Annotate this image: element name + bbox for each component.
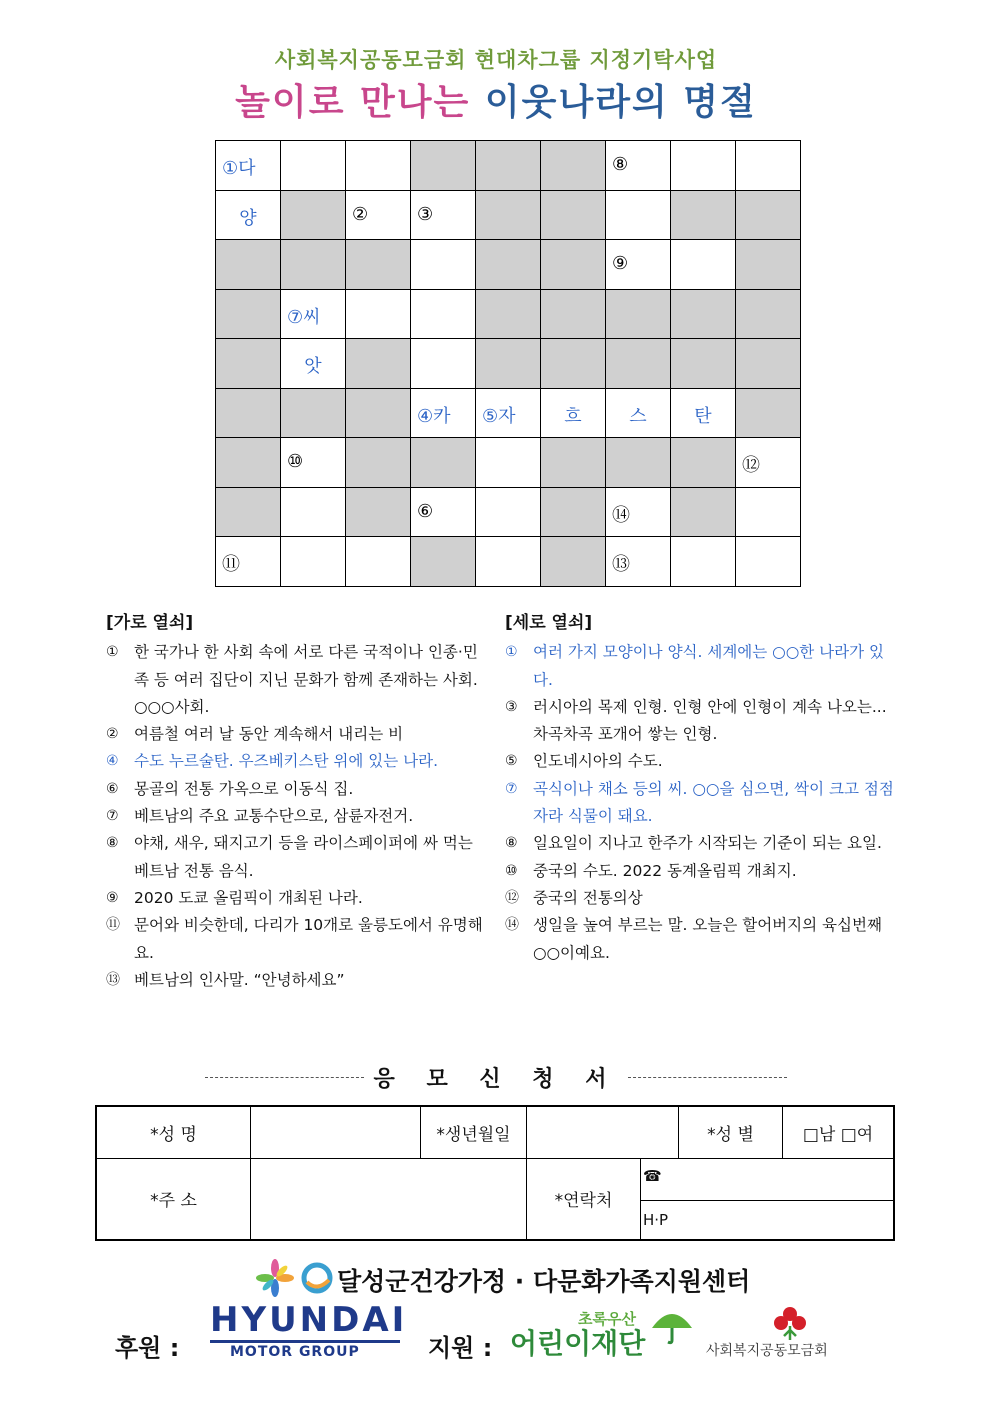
clue-number: ⑥ (417, 500, 434, 522)
clue-text: 러시아의 목제 인형. 인형 안에 인형이 계속 나오는...차곡차곡 포개어 쌓는 인형. (533, 697, 887, 744)
grid-cell-blocked (541, 141, 606, 191)
sponsor-label: 후원 : (115, 1334, 180, 1362)
clue-number: ⑨ (612, 253, 629, 274)
title-part2: 이웃나라의 명절 (484, 82, 757, 123)
grid-cell[interactable] (736, 537, 801, 587)
across-clues (106, 610, 486, 994)
clue-text: 한 국가나 한 사회 속에 서로 다른 국적이나 인종·민족 등 여러 집단이 지닌 문화가 함께 존재하는 사회. ○○○사회. (134, 643, 478, 716)
down-clues (505, 610, 895, 967)
grid-row (216, 190, 801, 240)
grid-cell-blocked (671, 289, 736, 339)
application-form (95, 1105, 895, 1241)
hp-label: H·P (643, 1211, 669, 1229)
clue-number: ⑬ (612, 554, 630, 575)
clue-number-with-letter: ⑤자 (482, 405, 516, 427)
grid-cell-blocked (606, 339, 671, 389)
grid-cell[interactable] (281, 487, 346, 537)
grid-cell-blocked (476, 141, 541, 191)
grid-cell[interactable] (411, 487, 476, 537)
grid-cell-blocked (281, 388, 346, 438)
clue-text: 중국의 수도. 2022 동계올림픽 개최지. (533, 861, 797, 880)
clue-number: ⑩ (287, 451, 304, 472)
grid-cell-blocked (346, 487, 411, 537)
grid-cell[interactable] (281, 141, 346, 191)
grid-letter: 스 (629, 405, 647, 427)
clue-text: 수도 누르술탄. 우즈베키스탄 위에 있는 나라. (134, 752, 439, 771)
grid-cell-blocked (476, 289, 541, 339)
green-umbrella-icon (648, 1306, 696, 1346)
grid-cell[interactable] (476, 537, 541, 587)
title-part1: 놀이로 만나는 (235, 82, 471, 123)
address-field[interactable] (251, 1158, 527, 1239)
birth-field[interactable] (527, 1107, 679, 1158)
name-label: *성 명 (97, 1107, 251, 1158)
grid-cell[interactable] (346, 289, 411, 339)
grid-cell-blocked (216, 388, 281, 438)
clue-text: 몽골의 전통 가옥으로 이동식 집. (134, 779, 354, 798)
grid-cell[interactable] (346, 141, 411, 191)
grid-cell[interactable] (476, 438, 541, 488)
childrens-foundation-text: 어린이재단 (510, 1327, 646, 1360)
gender-label: *성 별 (679, 1107, 783, 1158)
grid-cell[interactable] (411, 339, 476, 389)
grid-cell-blocked (671, 487, 736, 537)
grid-row (216, 537, 801, 587)
grid-cell[interactable] (476, 388, 541, 438)
phone-icon: ☎ (643, 1167, 662, 1185)
clue-number: ⑨ (106, 889, 119, 906)
hyundai-logo-bar (210, 1340, 400, 1343)
clue-number: ⑥ (106, 780, 119, 797)
grid-cell-blocked (216, 240, 281, 290)
grid-cell[interactable] (671, 141, 736, 191)
clue-number: ⑤ (505, 753, 518, 770)
grid-cell-blocked (541, 438, 606, 488)
grid-cell[interactable] (606, 190, 671, 240)
clue-number: ① (106, 644, 119, 661)
grid-cell-blocked (216, 438, 281, 488)
clue-number: ⑭ (505, 917, 519, 934)
clue-number: ③ (417, 203, 434, 225)
grid-row (216, 141, 801, 191)
name-field[interactable] (251, 1107, 421, 1158)
grid-cell-blocked (606, 438, 671, 488)
application-title (195, 1060, 797, 1094)
clue-text: 베트남의 주요 교통수단으로, 삼륜자전거. (134, 807, 414, 826)
dash-left (205, 1077, 364, 1078)
clue-number: ① (505, 644, 518, 661)
grid-cell-blocked (346, 339, 411, 389)
clue-item (106, 776, 486, 803)
clue-item (505, 748, 895, 775)
clue-number: ⑦ (505, 780, 518, 797)
grid-cell[interactable] (736, 141, 801, 191)
clue-item (106, 885, 486, 912)
grid-cell[interactable] (671, 537, 736, 587)
grid-cell[interactable] (216, 537, 281, 587)
clue-item (505, 912, 895, 967)
grid-cell[interactable] (411, 388, 476, 438)
clue-number: ③ (505, 698, 518, 715)
clue-item (106, 748, 486, 775)
clue-text: 일요일이 지나고 한주가 시작되는 기준이 되는 요일. (533, 834, 882, 853)
clue-number-with-letter: ④카 (417, 405, 451, 427)
gender-options[interactable]: □남 □여 (802, 1125, 874, 1145)
grid-cell-blocked (541, 190, 606, 240)
grid-cell-blocked (541, 240, 606, 290)
clue-number: ⑧ (106, 835, 119, 852)
clue-number: ⑬ (106, 971, 120, 988)
clue-item (505, 858, 895, 885)
grid-cell-blocked (671, 339, 736, 389)
grid-cell-blocked (216, 289, 281, 339)
grid-cell[interactable] (606, 487, 671, 537)
clue-number: ⑧ (505, 835, 518, 852)
fruit-logo-icon (770, 1306, 810, 1342)
clue-item (106, 721, 486, 748)
clue-item (106, 803, 486, 830)
grid-cell-blocked (736, 289, 801, 339)
hyundai-logo-text: HYUNDAI (210, 1300, 408, 1340)
down-heading: [세로 열쇠] (505, 613, 593, 633)
grid-cell-blocked (411, 141, 476, 191)
across-heading: [가로 열쇠] (106, 613, 194, 633)
clue-text: 베트남의 인사말. “안녕하세요” (134, 970, 345, 989)
address-label: *주 소 (97, 1158, 251, 1239)
grid-cell[interactable] (606, 141, 671, 191)
community-chest-text: 사회복지공동모금회 (706, 1343, 828, 1359)
grid-cell-blocked (476, 339, 541, 389)
grid-cell[interactable] (476, 487, 541, 537)
grid-cell[interactable] (281, 537, 346, 587)
birth-label: *생년월일 (421, 1107, 527, 1158)
support-label: 지원 : (428, 1334, 493, 1362)
grid-cell-blocked (411, 438, 476, 488)
grid-cell-blocked (541, 537, 606, 587)
clue-text: 야채, 새우, 돼지고기 등을 라이스페이퍼에 싸 먹는 베트남 전통 음식. (134, 834, 473, 880)
clue-number-with-letter: ①다 (222, 158, 256, 179)
grid-letter: 양 (239, 207, 257, 229)
application-title-text: 응 모 신 청 서 (373, 1066, 619, 1092)
flower-logo-icon (255, 1258, 335, 1298)
green-umbrella-text: 초록우산 (578, 1310, 636, 1328)
grid-cell[interactable] (281, 339, 346, 389)
grid-row (216, 487, 801, 537)
grid-cell[interactable] (671, 388, 736, 438)
clue-text: 2020 도쿄 올림픽이 개최된 나라. (134, 888, 363, 907)
clue-number: ⑩ (505, 862, 518, 879)
clue-item (505, 885, 895, 912)
clue-text: 생일을 높여 부르는 말. 오늘은 할어버지의 육십번째 ○○이예요. (533, 916, 882, 962)
crossword-grid (215, 140, 801, 587)
grid-cell-blocked (736, 388, 801, 438)
grid-cell[interactable] (736, 438, 801, 488)
grid-cell-blocked (216, 339, 281, 389)
grid-cell-blocked (346, 388, 411, 438)
clue-number: ⑪ (222, 554, 240, 575)
grid-cell-blocked (671, 438, 736, 488)
page-title (0, 74, 992, 125)
grid-cell[interactable] (346, 537, 411, 587)
dash-right (628, 1077, 787, 1078)
grid-cell[interactable] (216, 141, 281, 191)
grid-cell-blocked (736, 240, 801, 290)
grid-cell-blocked (541, 289, 606, 339)
clue-text: 여름철 여러 날 동안 계속해서 내리는 비 (134, 725, 404, 744)
clue-text: 곡식이나 채소 등의 씨. ○○을 심으면, 싹이 크고 점점 자라 식물이 돼요. (533, 779, 894, 826)
clue-number: ④ (106, 753, 119, 770)
grid-cell-blocked (606, 289, 671, 339)
grid-row (216, 388, 801, 438)
clue-number: ② (352, 203, 369, 225)
clue-number-with-letter: ⑦씨 (287, 306, 321, 328)
grid-cell[interactable] (671, 240, 736, 290)
clue-item (106, 912, 486, 967)
grid-cell-blocked (411, 537, 476, 587)
grid-cell[interactable] (606, 240, 671, 290)
clue-text: 인도네시아의 수도. (533, 752, 663, 771)
clue-item (505, 776, 895, 831)
grid-cell-blocked (281, 240, 346, 290)
grid-row (216, 339, 801, 389)
grid-row (216, 438, 801, 488)
grid-cell[interactable] (411, 289, 476, 339)
contact-label: *연락처 (527, 1158, 641, 1239)
subtitle: 사회복지공동모금회 현대차그룹 지정기탁사업 (274, 48, 718, 72)
grid-cell[interactable] (411, 190, 476, 240)
grid-cell-blocked (346, 438, 411, 488)
grid-cell-blocked (281, 190, 346, 240)
center-name: 달성군건강가정 · 다문화가족지원센터 (337, 1267, 751, 1296)
clue-number: ② (106, 726, 119, 743)
grid-cell-blocked (736, 339, 801, 389)
grid-cell-blocked (541, 339, 606, 389)
grid-cell[interactable] (736, 487, 801, 537)
grid-cell-blocked (476, 190, 541, 240)
grid-cell-blocked (736, 190, 801, 240)
clue-item (505, 830, 895, 857)
grid-letter: 흐 (564, 405, 582, 427)
grid-cell[interactable] (541, 388, 606, 438)
grid-row (216, 289, 801, 339)
clue-item (505, 639, 895, 694)
center-logo (255, 1258, 815, 1298)
grid-cell[interactable] (346, 190, 411, 240)
clue-item (106, 967, 486, 994)
clue-item (505, 694, 895, 749)
clue-item (106, 830, 486, 885)
clue-text: 문어와 비슷한데, 다리가 10개로 울릉도에서 유명해요. (134, 916, 483, 962)
grid-cell[interactable] (411, 240, 476, 290)
grid-cell[interactable] (606, 537, 671, 587)
grid-cell-blocked (671, 190, 736, 240)
clue-number: ⑧ (612, 154, 629, 175)
grid-cell-blocked (476, 240, 541, 290)
clue-number: ⑭ (612, 504, 630, 526)
grid-cell[interactable] (606, 388, 671, 438)
clue-text: 중국의 전통의상 (533, 888, 643, 907)
grid-letter: 탄 (694, 405, 712, 427)
grid-cell[interactable] (216, 190, 281, 240)
clue-number: ⑦ (106, 808, 119, 825)
grid-cell-blocked (216, 487, 281, 537)
grid-row (216, 240, 801, 290)
grid-cell-blocked (541, 487, 606, 537)
grid-cell-blocked (346, 240, 411, 290)
grid-cell[interactable] (281, 438, 346, 488)
clue-number: ⑫ (742, 455, 760, 476)
hyundai-logo-subtext: MOTOR GROUP (230, 1344, 360, 1360)
grid-letter: 앗 (304, 356, 322, 377)
clue-item (106, 639, 486, 721)
hyundai-logo (210, 1300, 408, 1360)
clue-number: ⑪ (106, 917, 120, 934)
clue-text: 여러 가지 모양이나 양식. 세계에는 ○○한 나라가 있다. (533, 643, 884, 689)
contact-divider (641, 1200, 893, 1201)
grid-cell[interactable] (281, 289, 346, 339)
clue-number: ⑫ (505, 889, 519, 906)
